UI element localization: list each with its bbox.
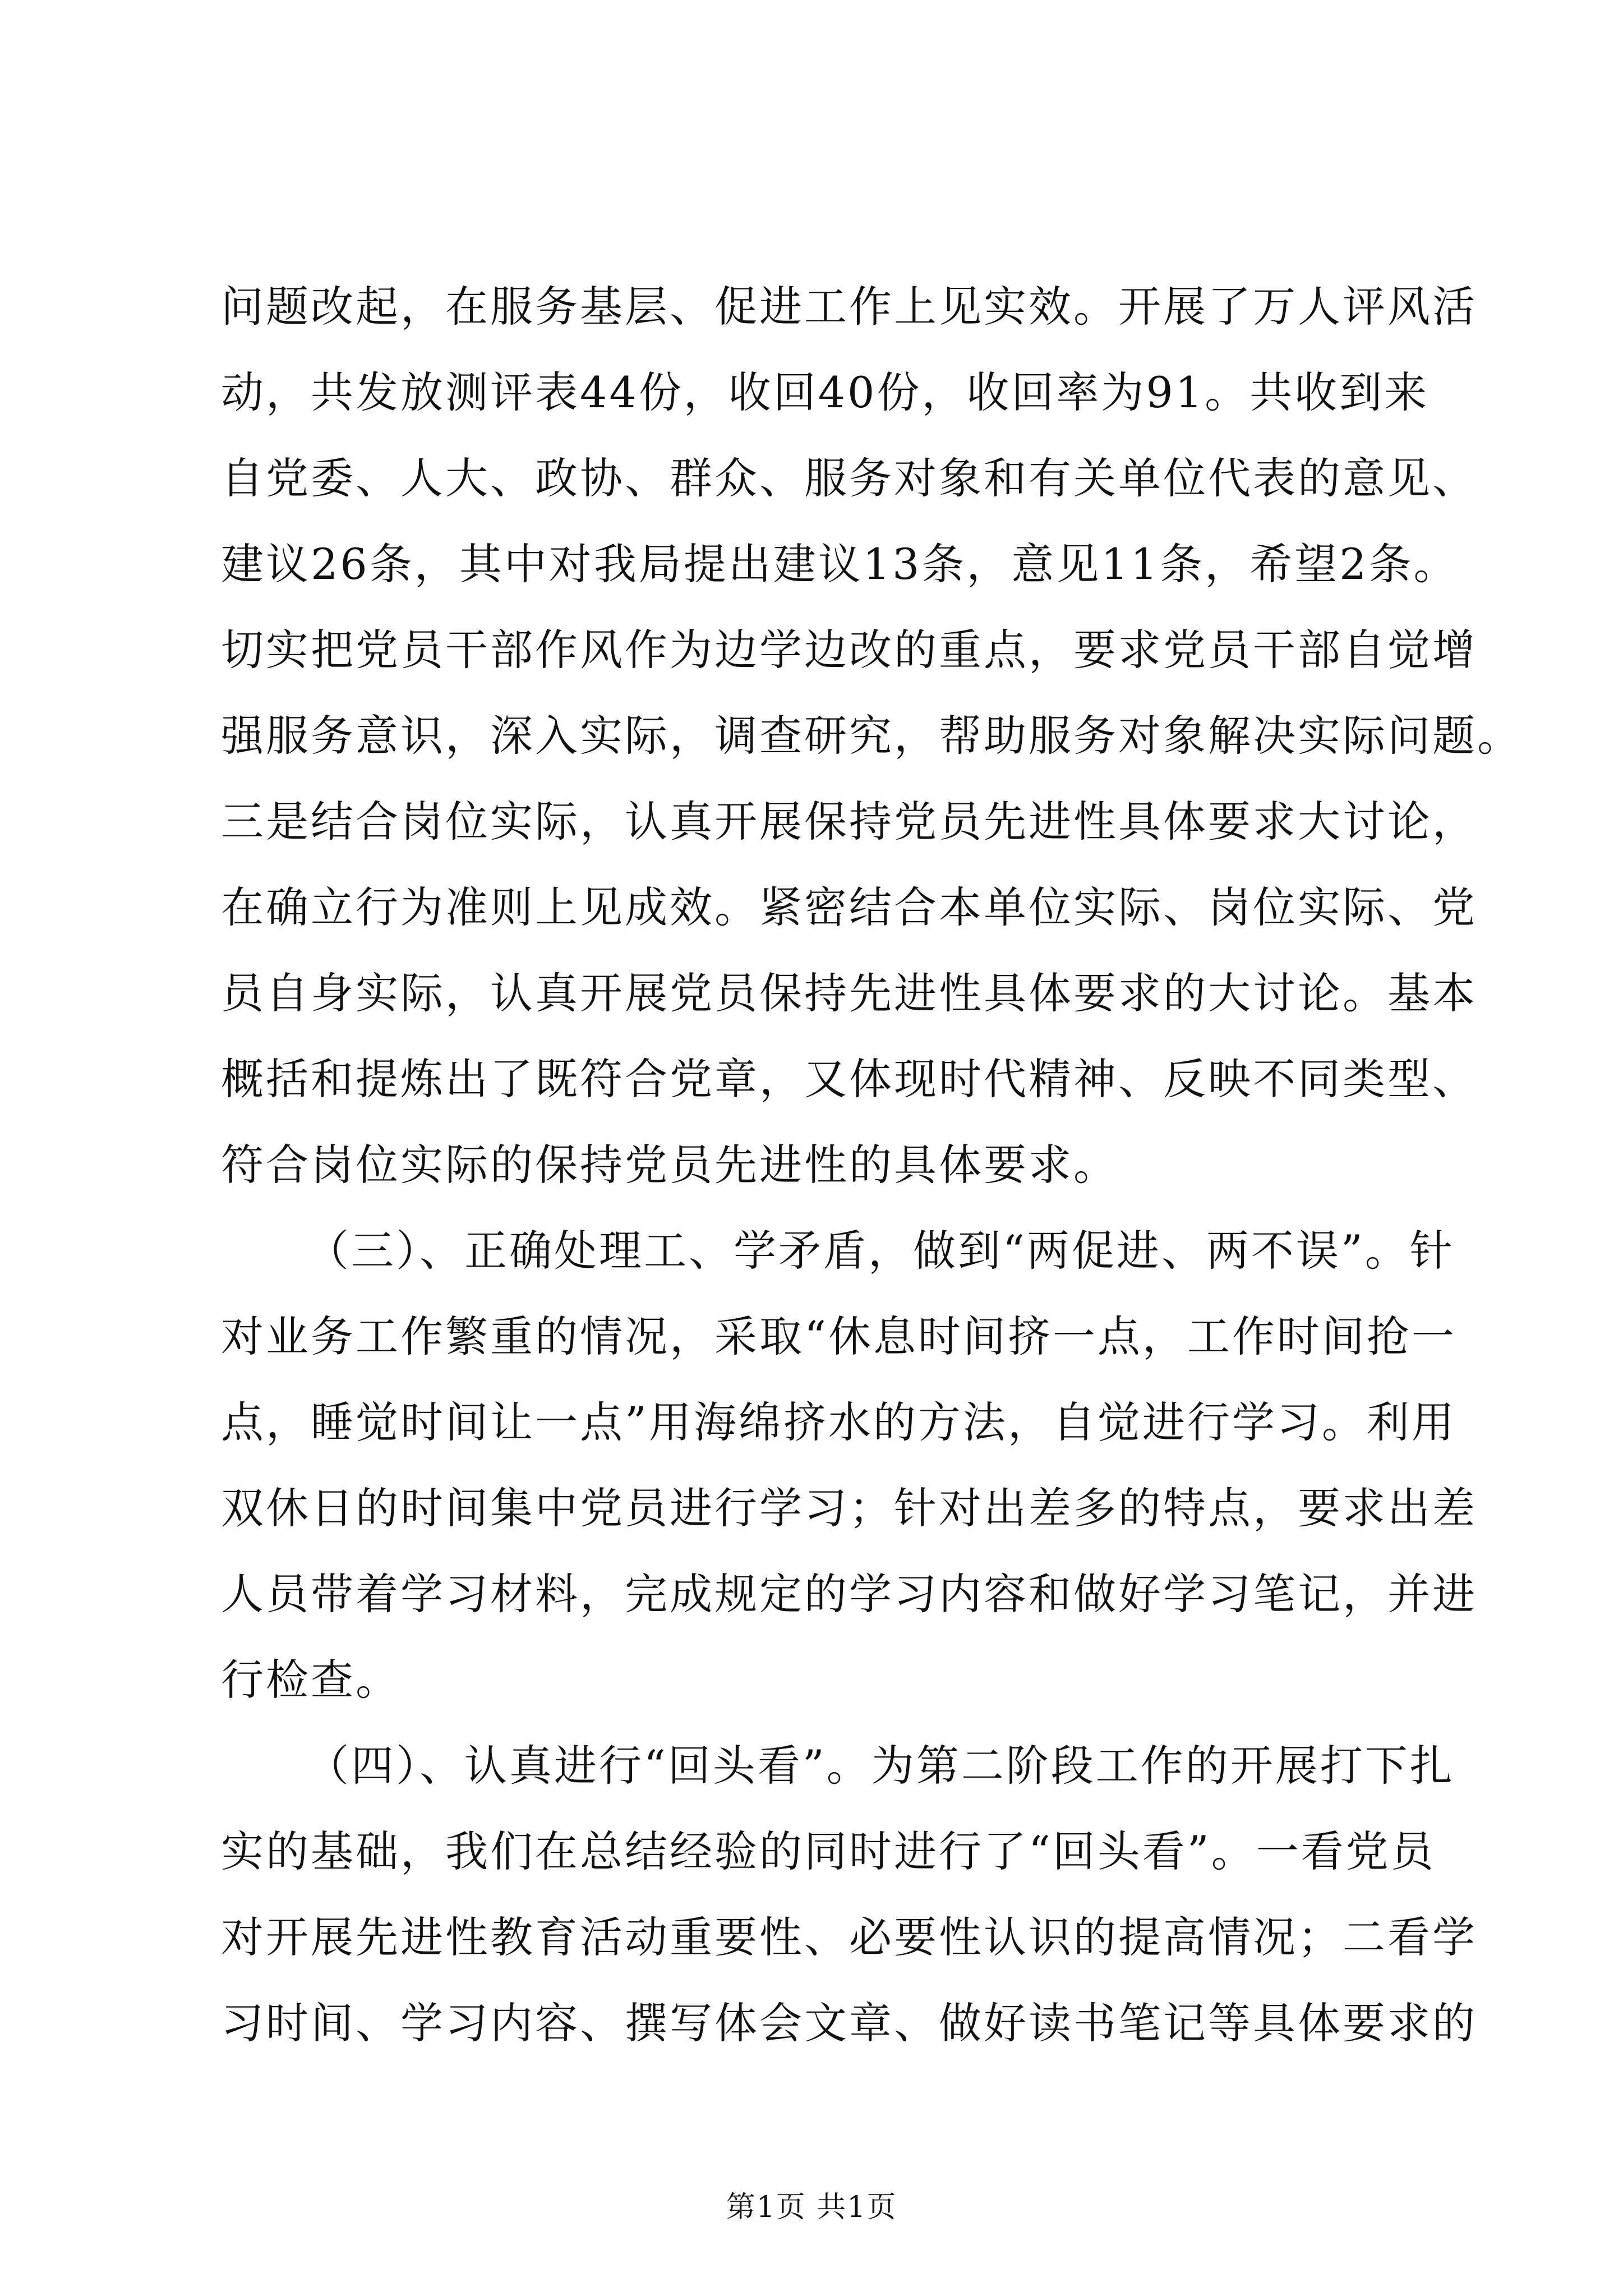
text-line: 对业务工作繁重的情况，采取“休息时间挤一点，工作时间抢一 <box>221 1312 1456 1361</box>
text-line: 切实把党员干部作风作为边学边改的重点，要求党员干部自觉增 <box>221 625 1477 675</box>
paragraph-start-line: （三）、正确处理工、学矛盾，做到“两促进、两不误”。针 <box>306 1226 1455 1276</box>
paragraph-start-line: （四）、认真进行“回头看”。为第二阶段工作的开展打下扎 <box>306 1741 1455 1791</box>
text-line: 习时间、学习内容、撰写体会文章、做好读书笔记等具体要求的 <box>221 1998 1477 2048</box>
text-line: 动，共发放测评表44份，收回40份，收回率为91。共收到来 <box>221 367 1430 417</box>
text-line: 点，睡觉时间让一点”用海绵挤水的方法，自觉进行学习。利用 <box>221 1397 1456 1447</box>
text-line: 自党委、人大、政协、群众、服务对象和有关单位代表的意见、 <box>221 453 1477 503</box>
text-line: 实的基础，我们在总结经验的同时进行了“回头看”。一看党员 <box>221 1826 1436 1876</box>
text-line: 对开展先进性教育活动重要性、必要性认识的提高情况；二看学 <box>221 1912 1477 1962</box>
text-line: 双休日的时间集中党员进行学习；针对出差多的特点，要求出差 <box>221 1483 1477 1533</box>
document-body <box>221 264 1522 2066</box>
text-line: 建议26条，其中对我局提出建议13条，意见11条，希望2条。 <box>221 539 1459 589</box>
text-line: 符合岗位实际的保持党员先进性的具体要求。 <box>221 1140 1118 1190</box>
page-footer: 第1页 共1页 <box>726 2191 897 2224</box>
text-line: 在确立行为准则上见成效。紧密结合本单位实际、岗位实际、党 <box>221 882 1477 932</box>
text-line: 强服务意识，深入实际，调查研究，帮助服务对象解决实际问题。 <box>221 711 1522 761</box>
text-line: 问题改起，在服务基层、促进工作上见实效。开展了万人评风活 <box>221 282 1477 332</box>
text-line: 人员带着学习材料，完成规定的学习内容和做好学习笔记，并进 <box>221 1569 1477 1619</box>
text-line: 三是结合岗位实际，认真开展保持党员先进性具体要求大讨论， <box>221 797 1477 846</box>
text-line: 概括和提炼出了既符合党章，又体现时代精神、反映不同类型、 <box>221 1054 1477 1104</box>
text-line: 员自身实际，认真开展党员保持先进性具体要求的大讨论。基本 <box>221 968 1477 1018</box>
text-line: 行检查。 <box>221 1655 400 1705</box>
